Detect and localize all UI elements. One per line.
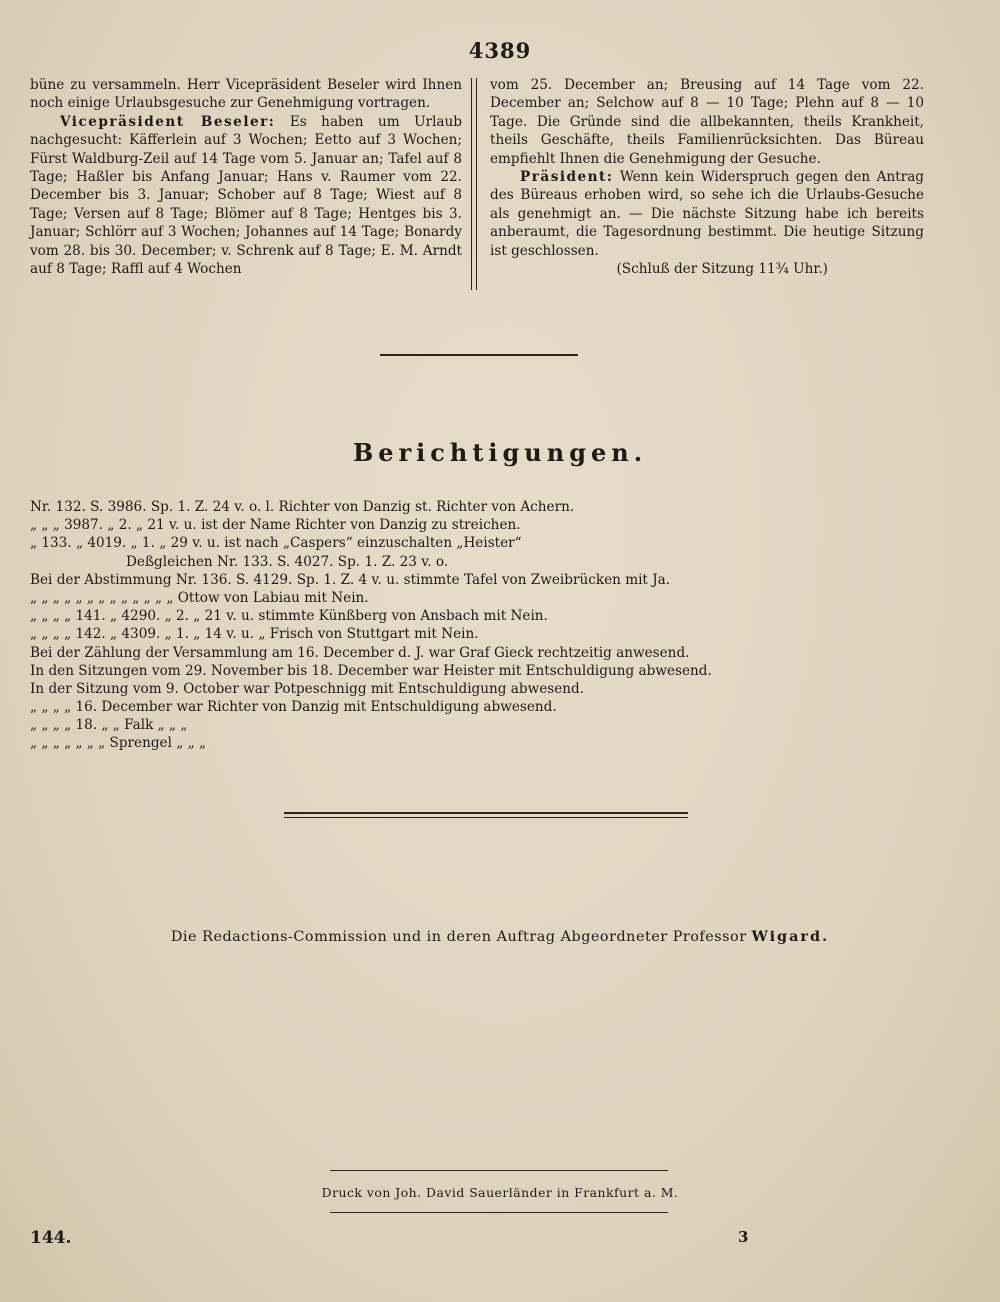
correction-line: „ „ „ „ 16. December war Richter von Danzig mit Entschuldigung abwesend. — [30, 699, 557, 716]
printer-rule-top — [330, 1170, 668, 1171]
section-rule — [380, 354, 578, 356]
correction-line: „ „ „ „ 142. „ 4309. „ 1. „ 14 v. u. „ Frisch von Stuttgart mit Nein. — [30, 626, 479, 643]
speaker-vicepresident: Vicepräsident Beseler: — [60, 113, 276, 130]
correction-line: „ 133. „ 4019. „ 1. „ 29 v. u. ist nach „Caspers“ einzuschalten „Heister“ — [30, 535, 522, 552]
signature-text: Die Redactions-Commission und in deren Auftrag Abgeordneter Professor — [170, 929, 747, 945]
column-divider — [471, 78, 477, 290]
editorial-signature — [0, 928, 1000, 945]
page-number: 4389 — [468, 38, 532, 63]
correction-line: „ „ „ „ 141. „ 4290. „ 2. „ 21 v. u. stimmte Künßberg von Ansbach mit Nein. — [30, 608, 548, 625]
speaker-president: Präsident: — [520, 169, 614, 186]
sheet-number: 144. — [30, 1228, 72, 1248]
correction-line: „ „ „ 3987. „ 2. „ 21 v. u. ist der Name Richter von Danzig zu streichen. — [30, 517, 521, 534]
left-paragraph-1: büne zu versammeln. Herr Vicepräsident Beseler wird Ihnen noch einige Urlaubsgesuche zur Genehmigung vortragen. — [30, 77, 462, 112]
correction-line: Deßgleichen Nr. 133. S. 4027. Sp. 1. Z. 23 v. o. — [126, 553, 449, 570]
correction-line: In den Sitzungen vom 29. November bis 18. December war Heister mit Entschuldigung abwesend. — [30, 662, 712, 679]
president-statement: Wenn kein Widerspruch gegen den Antrag des Büreaus erhoben wird, so sehe ich die Urlaubs-Gesuche als genehmigt an. — Die nächste Sitzung habe ich bereits anberaumt, die Tagesordnung bestimmt. Die heutige Sitzung ist geschlossen. — [490, 169, 924, 259]
signature-name: Wigard. — [751, 928, 830, 945]
correction-line: „ „ „ „ 18. „ „ Falk „ „ „ — [30, 717, 188, 734]
right-paragraph-2 — [490, 168, 924, 260]
printer-rule-bottom — [330, 1212, 668, 1213]
speaker-intro: Es haben um Urlaub nachgesucht: — [30, 113, 462, 149]
left-column — [30, 76, 462, 278]
session-closing: (Schluß der Sitzung 11¾ Uhr.) — [616, 261, 828, 278]
correction-line: Nr. 132. S. 3986. Sp. 1. Z. 24 v. o. l. Richter von Danzig st. Richter von Achern. — [30, 499, 575, 515]
left-paragraph-2 — [30, 113, 462, 279]
correction-line: Bei der Zählung der Versammlung am 16. December d. J. war Graf Gieck rechtzeitig anwesend. — [30, 644, 690, 661]
corrections-title: Berichtigungen. — [352, 438, 648, 467]
right-paragraph-1: vom 25. December an; Breusing auf 14 Tage vom 22. December an; Selchow auf 8 — 10 Tage; Plehn auf 8 — 10 Tage. Die Gründe sind die allbekannten, theils Krankheit, theils Geschäfte, theils Familienrücksichten. Das Büreau empfiehlt Ihnen die Genehmigung der Gesuche. — [490, 77, 924, 167]
correction-line: Bei der Abstimmung Nr. 136. S. 4129. Sp. 1. Z. 4 v. u. stimmte Tafel von Zweibrücken mit Ja. — [30, 571, 671, 588]
right-column — [490, 76, 924, 278]
correction-line: „ „ „ „ „ „ „ „ „ „ „ „ „ Ottow von Labiau mit Nein. — [30, 589, 369, 606]
correction-line: „ „ „ „ „ „ „ Sprengel „ „ „ — [30, 735, 207, 752]
printer-imprint: Druck von Joh. David Sauerländer in Frankfurt a. M. — [321, 1185, 679, 1200]
signature-mark: 3 — [738, 1228, 749, 1246]
correction-line: In der Sitzung vom 9. October war Potpeschnigg mit Entschuldigung abwesend. — [30, 680, 585, 697]
corrections-list — [30, 498, 970, 753]
double-rule — [284, 812, 688, 818]
leave-list: Käfferlein auf 3 Wochen; Eetto auf 3 Wochen; Fürst Waldburg-Zeil auf 14 Tage vom 5. Januar an; Tafel auf 8 Tage; Haßler bis Anfang Januar; Hans v. Raumer vom 22. December bis 3. Januar; Schober auf 8 Tage; Wiest auf 8 Tage; Versen auf 8 Tage; Blömer auf 8 Tage; Hentges bis 3. Januar; Schlörr auf 3 Wochen; Johannes auf 14 Tage; Bonardy vom 28. bis 30. December; v. Schrenk auf 8 Tage; E. M. Arndt auf 8 Tage; Raffl auf 4 Wochen — [30, 132, 462, 278]
